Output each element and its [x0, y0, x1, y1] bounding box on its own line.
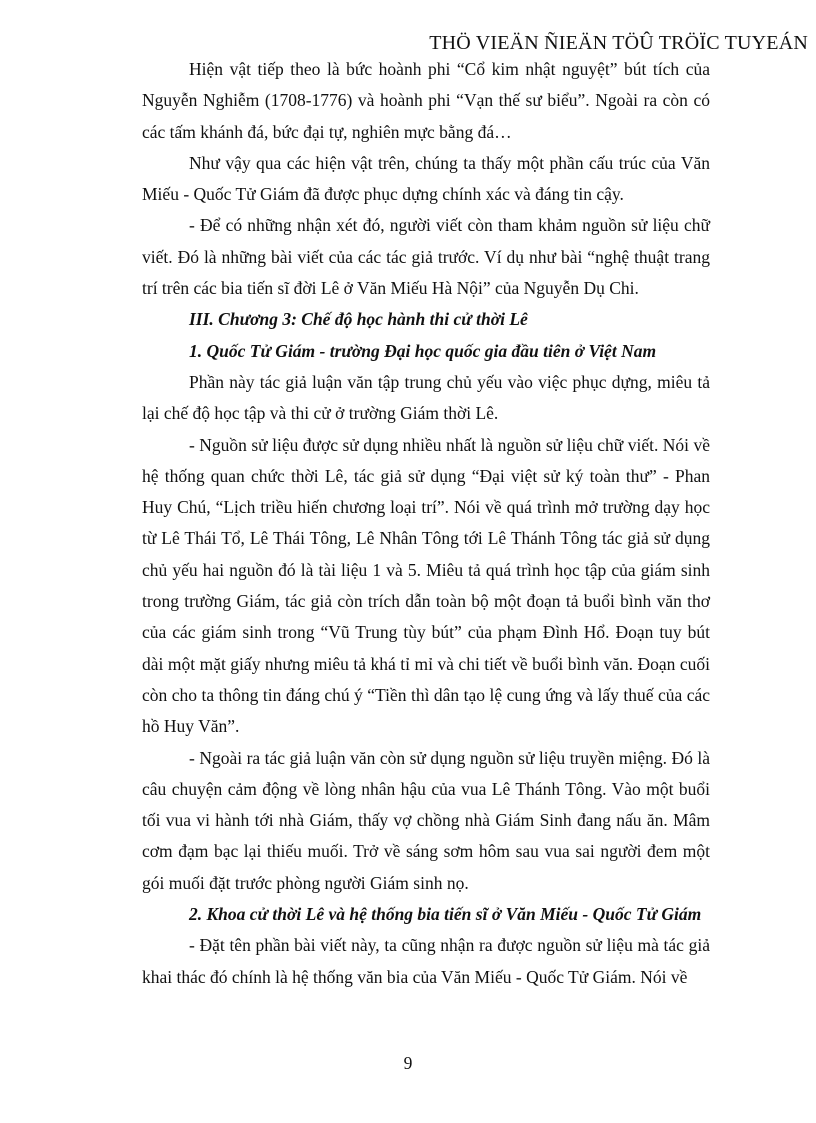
body-paragraph: Như vậy qua các hiện vật trên, chúng ta thấy một phần cấu trúc của Văn Miếu - Quốc Tử Giám đã được phục dựng chính xác và đáng tin cậy.	[142, 152, 710, 205]
body-paragraph: - Nguồn sử liệu được sử dụng nhiều nhất là nguồn sử liệu chữ viết. Nói về hệ thống quan chức thời Lê, tác giả sử dụng “Đại việt sử ký toàn thư” - Phan Huy Chú, “Lịch triều hiến chương loại trí”. Nói về quá trình mở trường dạy học từ Lê Thái Tổ, Lê Thái Tông, Lê Nhân Tông tới Lê Thánh Tông tác giả sử dụng chủ yếu hai nguồn đó là tài liệu 1 và 5. Miêu tả quá trình học tập của giám sinh trong trường Giám, tác giả còn trích dẫn toàn bộ một đoạn tả buổi bình văn thơ của các giám sinh trong “Vũ Trung tùy bút” của phạm Đình Hổ. Đoạn tuy bút dài một mặt giấy nhưng miêu tả khá tỉ mỉ và chi tiết về buổi bình văn. Đoạn cuối còn cho ta thông tin đáng chú ý “Tiền thì dân tạo lệ cung ứng và lấy thuế của các hồ Huy Văn”.	[142, 434, 710, 737]
body-paragraph: Phần này tác giả luận văn tập trung chủ yếu vào việc phục dựng, miêu tả lại chế độ học tập và thi cử ở trường Giám thời Lê.	[142, 371, 710, 424]
body-paragraph: Hiện vật tiếp theo là bức hoành phi “Cổ kim nhật nguyệt” bút tích của Nguyễn Nghiễm (1708-1776) và hoành phi “Vạn thế sư biểu”. Ngoài ra còn có các tấm khánh đá, bức đại tự, nghiên mực bằng đá…	[142, 59, 710, 142]
body-paragraph: - Ngoài ra tác giả luận văn còn sử dụng nguồn sử liệu truyền miệng. Đó là câu chuyện cảm động về lòng nhân hậu của vua Lê Thánh Tông. Vào một buổi tối vua vi hành tới nhà Giám, thấy vợ chồng nhà Giám Sinh đang nấu ăn. Mâm cơm đạm bạc lại thiếu muối. Trở về sáng sơm hôm sau vua sai người đem một gói muối đặt trước phòng người Giám sinh nọ.	[142, 747, 710, 893]
running-header: THÖ VIEÄN ÑIEÄN TÖÛ TRÖÏC TUYEÁN	[429, 32, 808, 54]
page-number: 9	[403, 1053, 413, 1073]
page-body	[142, 54, 710, 993]
section-heading: 2. Khoa cử thời Lê và hệ thống bia tiến sĩ ở Văn Miếu - Quốc Tử Giám	[189, 904, 702, 925]
chapter-heading: III. Chương 3: Chế độ học hành thi cử thời Lê	[189, 309, 528, 330]
body-paragraph: - Đặt tên phần bài viết này, ta cũng nhận ra được nguồn sử liệu mà tác giả khai thác đó chính là hệ thống văn bia của Văn Miếu - Quốc Tử Giám. Nói về	[142, 935, 710, 987]
section-heading: 1. Quốc Tử Giám - trường Đại học quốc gia đầu tiên ở Việt Nam	[189, 340, 657, 361]
body-paragraph: - Để có những nhận xét đó, người viết còn tham khảm nguồn sử liệu chữ viết. Đó là những bài viết của các tác giả trước. Ví dụ như bài “nghệ thuật trang trí trên các bia tiến sĩ đời Lê ở Văn Miếu Hà Nội” của Nguyễn Dụ Chi.	[142, 215, 710, 299]
